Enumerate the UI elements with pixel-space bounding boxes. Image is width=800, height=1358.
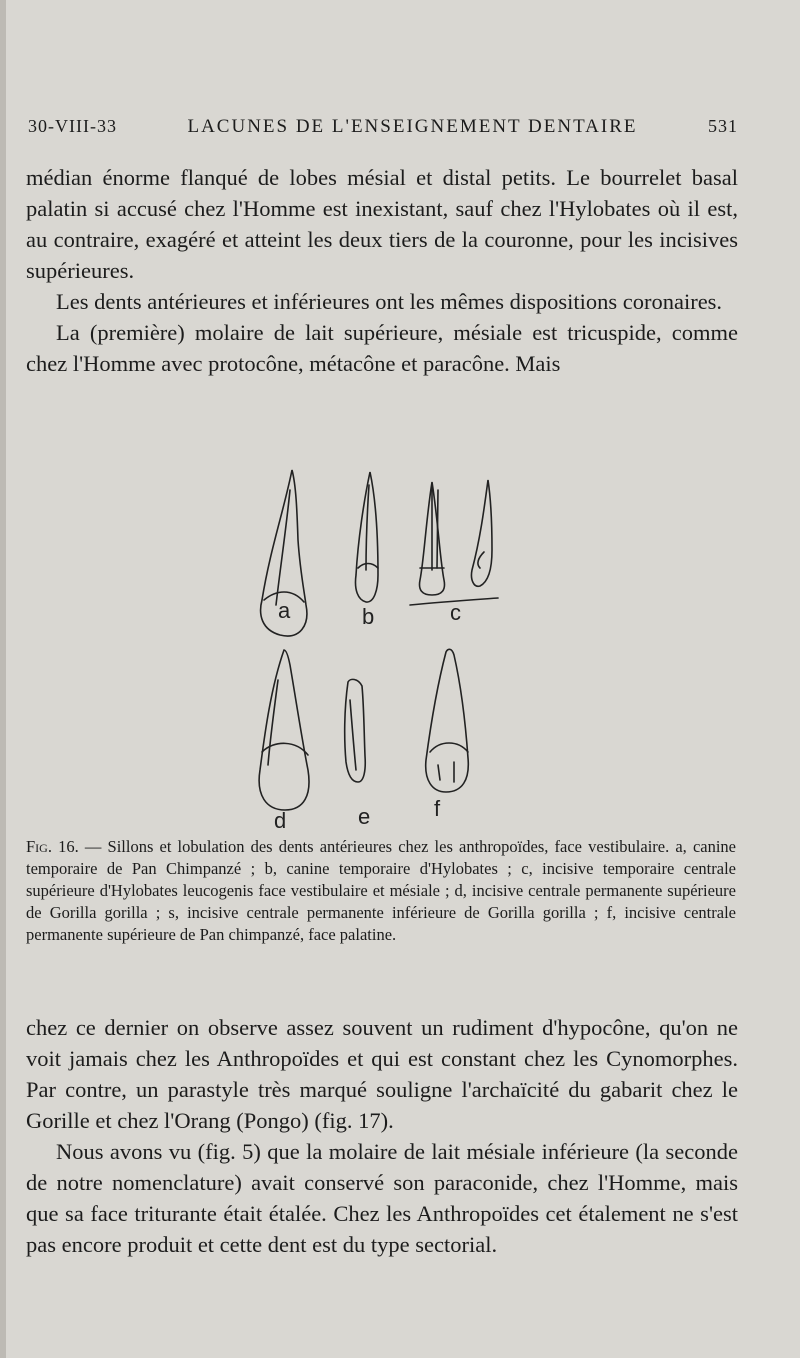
paragraph: Nous avons vu (fig. 5) que la molaire de lait mésiale inférieure (la seconde de notre nomenclature) avait conservé son paraconide, chez l'Homme, mais que sa face triturante était étalée. Chez les Anthropoïdes cet étalement ne s'est pas encore produit et cette dent est du type sectorial. <box>26 1139 738 1257</box>
caption-fig-number: Fig. 16. <box>26 837 79 856</box>
tooth-b-drawing <box>355 472 378 602</box>
label-f: f <box>434 796 441 821</box>
paragraph: médian énorme flanqué de lobes mésial et distal petits. Le bourrelet basal palatin si accusé chez l'Homme est inexistant, sauf chez l'Hylobates où il est, au contraire, exagéré et atteint les deux tiers de la couronne, pour les incisives supérieures. <box>26 165 738 283</box>
header-date: 30-VIII-33 <box>28 116 117 136</box>
tooth-e-drawing <box>345 679 366 782</box>
running-header <box>28 116 738 138</box>
paragraph: La (première) molaire de lait supérieure, mésiale est tricuspide, comme chez l'Homme avec protocône, métacône et paracône. Mais <box>26 320 738 376</box>
paragraph: Les dents antérieures et inférieures ont les mêmes dispositions coronaires. <box>56 289 723 314</box>
page-edge <box>0 0 6 1358</box>
teeth-figure <box>240 440 540 830</box>
paragraph: chez ce dernier on observe assez souvent un rudiment d'hypocône, qu'on ne voit jamais chez les Anthropoïdes et qui est constant chez les Cynomorphes. Par contre, un parastyle très marqué souligne l'archaïcité du gabarit chez le Gorille et chez l'Orang (Pongo) (fig. 17). <box>26 1015 738 1133</box>
label-a: a <box>278 598 291 623</box>
tooth-c-drawing <box>410 480 498 605</box>
label-c: c <box>450 600 461 625</box>
tooth-f-drawing <box>426 649 469 792</box>
header-title: LACUNES DE L'ENSEIGNEMENT DENTAIRE <box>187 116 638 137</box>
label-d: d <box>274 808 287 830</box>
text-block-top <box>26 162 738 379</box>
caption-text: — Sillons et lobulation des dents antérieures chez les anthropoïdes, face vestibulaire. a, canine temporaire de Pan Chimpanzé ; b, canine temporaire d'Hylobates ; c, incisive temporaire centrale supérieure d'Hylobates leucogenis face vestibulaire et mésiale ; d, incisive centrale permanente supérieure de Gorilla gorilla ; s, incisive centrale permanente inférieure de Gorilla gorilla ; f, incisive centrale permanente supérieure de Pan chimpanzé, face palatine. <box>26 837 736 944</box>
figure-caption <box>26 836 736 946</box>
label-b: b <box>362 604 375 629</box>
label-e: e <box>358 804 371 829</box>
tooth-d-drawing <box>259 650 309 810</box>
page-number: 531 <box>708 116 738 136</box>
text-block-bottom <box>26 1012 738 1260</box>
